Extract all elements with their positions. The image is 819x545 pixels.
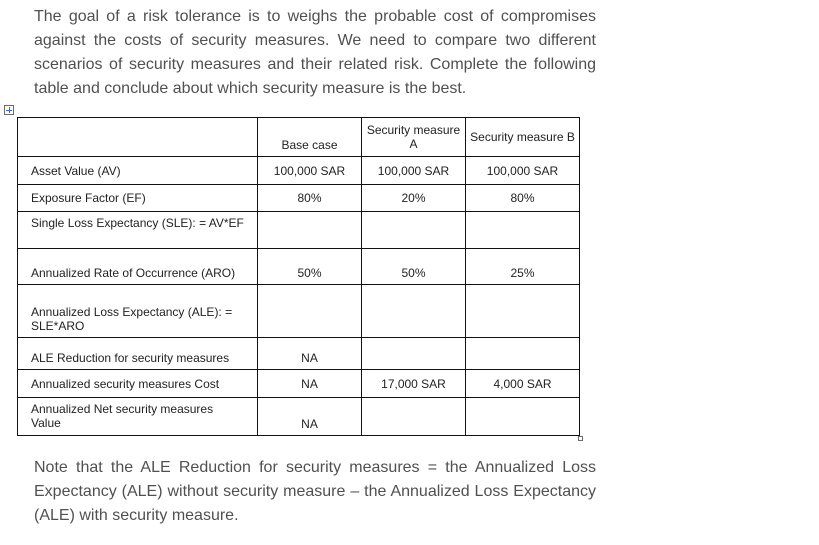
cell-measure-a[interactable]: 100,000 SAR <box>362 157 466 185</box>
row-label: Annualized Loss Expectancy (ALE): = SLE*ARO <box>18 285 258 338</box>
row-label: Annualized Rate of Occurrence (ARO) <box>18 249 258 285</box>
row-label: Single Loss Expectancy (SLE): = AV*EF <box>18 212 258 249</box>
cell-base[interactable]: 80% <box>258 185 362 212</box>
row-label: Annualized security measures Cost <box>18 370 258 398</box>
table-row <box>18 185 580 212</box>
risk-comparison-table <box>17 117 580 436</box>
cell-measure-b[interactable] <box>466 285 580 338</box>
intro-paragraph: The goal of a risk tolerance is to weighs the probable cost of compromises against the costs of security measures. We need to compare two different scenarios of security measures and their related risk. Complete the following table and conclude about which security measure is the best. <box>34 8 596 97</box>
cell-measure-b[interactable] <box>466 338 580 370</box>
table-row <box>18 249 580 285</box>
header-base-case: Base case <box>258 118 362 157</box>
table-row <box>18 212 580 249</box>
cell-base[interactable]: 50% <box>258 249 362 285</box>
table-row <box>18 398 580 436</box>
cell-measure-b[interactable]: 80% <box>466 185 580 212</box>
cell-measure-a[interactable] <box>362 338 466 370</box>
cell-measure-b[interactable]: 4,000 SAR <box>466 370 580 398</box>
cell-measure-a[interactable]: 50% <box>362 249 466 285</box>
cell-measure-b[interactable]: 100,000 SAR <box>466 157 580 185</box>
cell-base[interactable]: NA <box>258 338 362 370</box>
cell-base[interactable]: NA <box>258 370 362 398</box>
note-paragraph: Note that the ALE Reduction for security measures = the Annualized Loss Expectancy (ALE) without security measure – the Annualized Loss Expectancy (ALE) with security measure. <box>34 459 596 524</box>
cell-base[interactable] <box>258 285 362 338</box>
cell-base[interactable] <box>258 212 362 249</box>
cell-measure-a[interactable] <box>362 398 466 436</box>
table-resize-handle-icon[interactable] <box>578 436 583 441</box>
table-row <box>18 370 580 398</box>
header-cell-empty <box>18 118 258 157</box>
cell-measure-b[interactable]: 25% <box>466 249 580 285</box>
cell-base[interactable]: NA <box>258 398 362 436</box>
cell-measure-b[interactable] <box>466 398 580 436</box>
table-move-handle-icon[interactable] <box>4 105 14 115</box>
cell-measure-a[interactable] <box>362 285 466 338</box>
table-row <box>18 285 580 338</box>
cell-measure-b[interactable] <box>466 212 580 249</box>
header-security-measure-b: Security measure B <box>466 118 580 157</box>
row-label: Asset Value (AV) <box>18 157 258 185</box>
header-security-measure-a: Security measure A <box>362 118 466 157</box>
cell-measure-a[interactable] <box>362 212 466 249</box>
row-label: ALE Reduction for security measures <box>18 338 258 370</box>
table-row <box>18 338 580 370</box>
row-label: Annualized Net security measures Value <box>18 398 258 436</box>
row-label: Exposure Factor (EF) <box>18 185 258 212</box>
cell-measure-a[interactable]: 17,000 SAR <box>362 370 466 398</box>
cell-measure-a[interactable]: 20% <box>362 185 466 212</box>
cell-base[interactable]: 100,000 SAR <box>258 157 362 185</box>
table-header-row <box>18 118 580 157</box>
table-row <box>18 157 580 185</box>
